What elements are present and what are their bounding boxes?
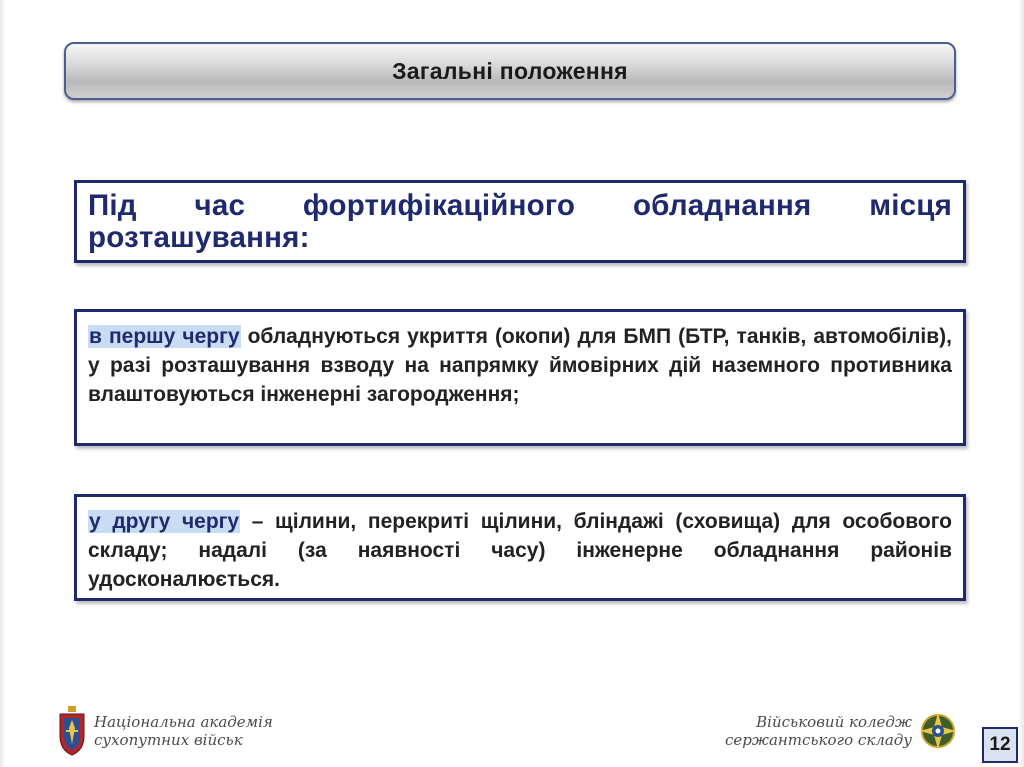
first-priority-paragraph	[88, 322, 952, 409]
slide-title: Загальні положення	[392, 57, 628, 84]
first-priority-box	[74, 309, 966, 446]
academy-name-line1: Національна академія	[94, 713, 273, 731]
second-priority-text: – щілини, перекриті щілини, бліндажі (сховища) для особового складу; надалі (за наявності часу) інженерне обладнання районів удосконалюється.	[88, 510, 952, 591]
title-bar	[64, 42, 956, 100]
academy-name-line2: сухопутних військ	[94, 731, 243, 749]
intro-text: Під час фортифікаційного обладнання місця розташування:	[88, 189, 952, 254]
intro-box	[74, 180, 966, 263]
academy-name	[94, 713, 273, 749]
college-name	[725, 713, 912, 749]
college-name-line2: сержантського складу	[725, 731, 912, 749]
academy-emblem-icon	[58, 706, 86, 756]
first-priority-text: обладнуються укриття (окопи) для БМП (БТР, танків, автомобілів), у разі розташування взводу на напрямку ймовірних дій наземного противника влаштовуються інженерні загородження;	[88, 325, 952, 406]
second-priority-box	[74, 494, 966, 601]
college-name-line1: Військовий коледж	[756, 713, 912, 731]
decorative-band-left	[0, 0, 6, 767]
footer-left	[58, 706, 273, 756]
college-emblem-icon	[920, 708, 956, 754]
footer-right	[725, 708, 956, 754]
decorative-band-right	[1018, 0, 1024, 767]
page-number: 12	[982, 727, 1018, 763]
first-priority-highlight: в першу чергу	[89, 325, 240, 348]
second-priority-highlight: у другу чергу	[89, 510, 240, 533]
second-priority-paragraph	[88, 507, 952, 594]
